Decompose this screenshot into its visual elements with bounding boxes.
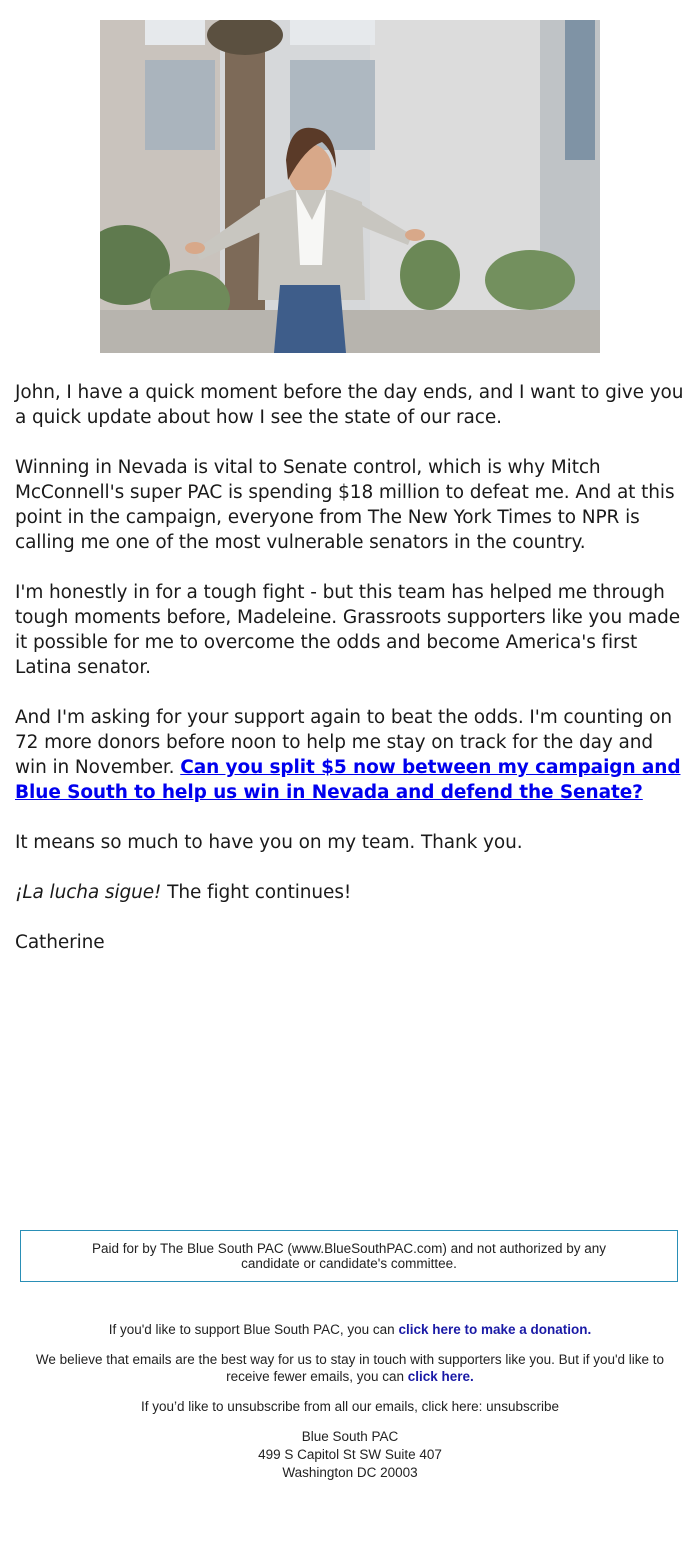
fewer-emails-text: We believe that emails are the best way for us to stay in touch with supporters like you. But if you'd like to receive fewer emails, you can: [35, 1352, 665, 1384]
paragraph-nevada: Winning in Nevada is vital to Senate control, which is why Mitch McConnell's super PAC is spending $18 million to defeat me. And at this point in the campaign, everyone from The New York Times to NPR is calling me one of the most vulnerable senators in the country.: [15, 457, 675, 553]
support-line: [20, 1321, 680, 1338]
paid-for-disclaimer: [20, 1230, 678, 1282]
fewer-emails-line: [20, 1351, 680, 1385]
fewer-emails-link[interactable]: click here.: [407, 1369, 474, 1384]
disclaimer-text: Paid for by The Blue South PAC (www.BlueSouthPAC.com) and not authorized by any candidate or candidate's committee.: [91, 1241, 607, 1271]
donation-link[interactable]: click here to make a donation.: [398, 1322, 592, 1337]
signature: Catherine: [15, 932, 105, 953]
paragraph-ask: [15, 705, 685, 805]
unsubscribe-link[interactable]: unsubscribe: [486, 1399, 559, 1414]
email-body: [15, 380, 685, 980]
address-line-1: 499 S Capitol St SW Suite 407: [258, 1447, 442, 1462]
hero-image: [100, 20, 600, 353]
address-line-2: Washington DC 20003: [282, 1465, 418, 1480]
closing-text: The fight continues!: [167, 882, 352, 903]
paragraph-intro: John, I have a quick moment before the day ends, and I want to give you a quick update about how I see the state of our race.: [15, 382, 684, 428]
paragraph-thanks: It means so much to have you on my team. Thank you.: [15, 832, 523, 853]
ask-text: And I'm asking for your support again to beat the odds. I'm counting on 72 more donors before noon to help me stay on track for the day and win in November.: [15, 707, 673, 778]
email-footer: [20, 1321, 680, 1482]
unsubscribe-line: [20, 1398, 680, 1415]
unsubscribe-text: If you’d like to unsubscribe from all our emails, click here:: [141, 1399, 483, 1414]
donate-split-link[interactable]: Can you split $5 now between my campaign and Blue South to help us win in Nevada and defend the Senate?: [15, 757, 681, 803]
closing-italic: ¡La lucha sigue!: [15, 882, 162, 903]
support-text: If you'd like to support Blue South PAC, you can: [108, 1322, 395, 1337]
org-name: Blue South PAC: [301, 1429, 399, 1444]
paragraph-closing: [15, 880, 685, 905]
paragraph-tough-fight: I'm honestly in for a tough fight - but this team has helped me through tough moments before, Madeleine. Grassroots supporters like you made it possible for me to overcome the odds and become America's first Latina senator.: [15, 582, 680, 678]
candidate-photo: [100, 20, 600, 353]
